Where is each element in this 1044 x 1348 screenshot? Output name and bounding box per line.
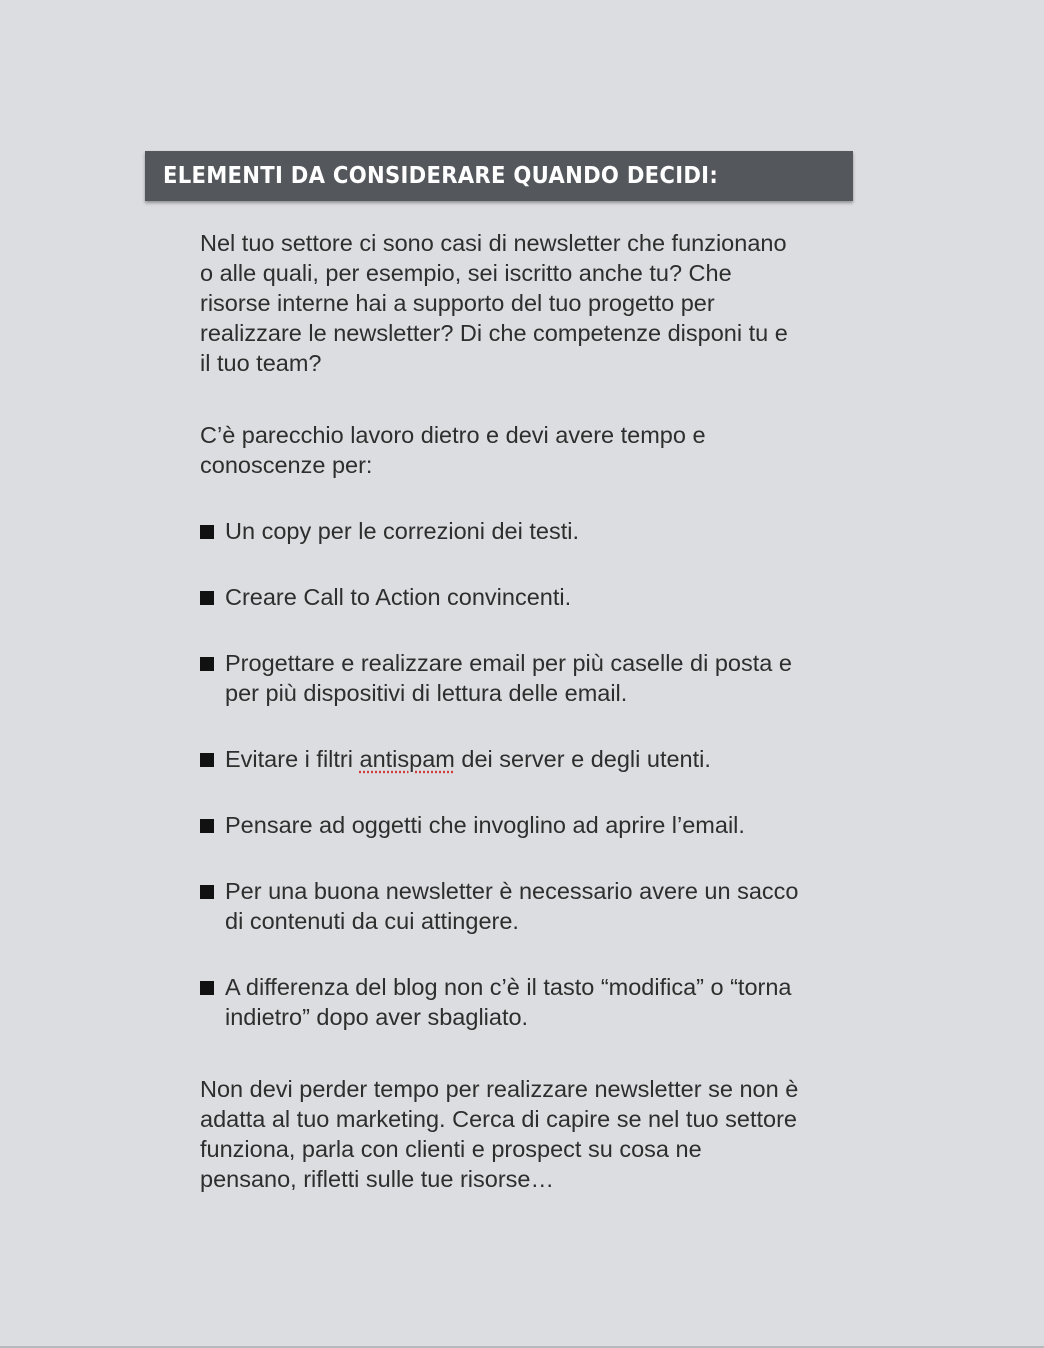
list-item-text: Creare Call to Action convincenti. — [225, 584, 572, 610]
lead-paragraph: C’è parecchio lavoro dietro e devi avere tempo e conoscenze per: — [200, 422, 706, 478]
list-item — [200, 582, 800, 612]
list-item-text: Progettare e realizzare email per più caselle di posta e per più dispositivi di lettura delle email. — [225, 650, 792, 706]
list-item — [200, 648, 800, 708]
list-item — [200, 972, 800, 1032]
section-heading-bar — [145, 151, 853, 201]
list-item-text: Pensare ad oggetti che invoglino ad aprire l’email. — [225, 812, 745, 838]
square-bullet-icon — [200, 819, 214, 833]
list-item-text: Evitare i filtri antispam dei server e degli utenti. — [225, 746, 711, 772]
spellcheck-flagged-word[interactable]: antispam — [359, 746, 455, 772]
list-item — [200, 810, 800, 840]
list-item — [200, 516, 800, 546]
list-item-text: A differenza del blog non c’è il tasto “modifica” o “torna indietro” dopo aver sbagliato. — [225, 974, 792, 1030]
square-bullet-icon — [200, 657, 214, 671]
square-bullet-icon — [200, 981, 214, 995]
closing-paragraph: Non devi perder tempo per realizzare newsletter se non è adatta al tuo marketing. Cerca di capire se nel tuo settore funziona, parla con clienti e prospect su cosa ne pensano, rifletti sulle tue risorse… — [200, 1076, 799, 1192]
intro-paragraph: Nel tuo settore ci sono casi di newsletter che funzionano o alle quali, per esempio, sei iscritto anche tu? Che risorse interne hai a supporto del tuo progetto per realizzare le newsletter? Di che competenze disponi tu e il tuo team? — [200, 230, 788, 376]
square-bullet-icon — [200, 591, 214, 605]
square-bullet-icon — [200, 885, 214, 899]
section-heading: ELEMENTI DA CONSIDERARE QUANDO DECIDI: — [163, 163, 719, 189]
list-item-text: Per una buona newsletter è necessario avere un sacco di contenuti da cui attingere. — [225, 878, 799, 934]
requirements-list — [200, 516, 800, 1032]
square-bullet-icon — [200, 753, 214, 767]
list-item — [200, 876, 800, 936]
text-body — [200, 228, 800, 1194]
list-item — [200, 744, 800, 774]
square-bullet-icon — [200, 525, 214, 539]
list-item-text: Un copy per le correzioni dei testi. — [225, 518, 579, 544]
